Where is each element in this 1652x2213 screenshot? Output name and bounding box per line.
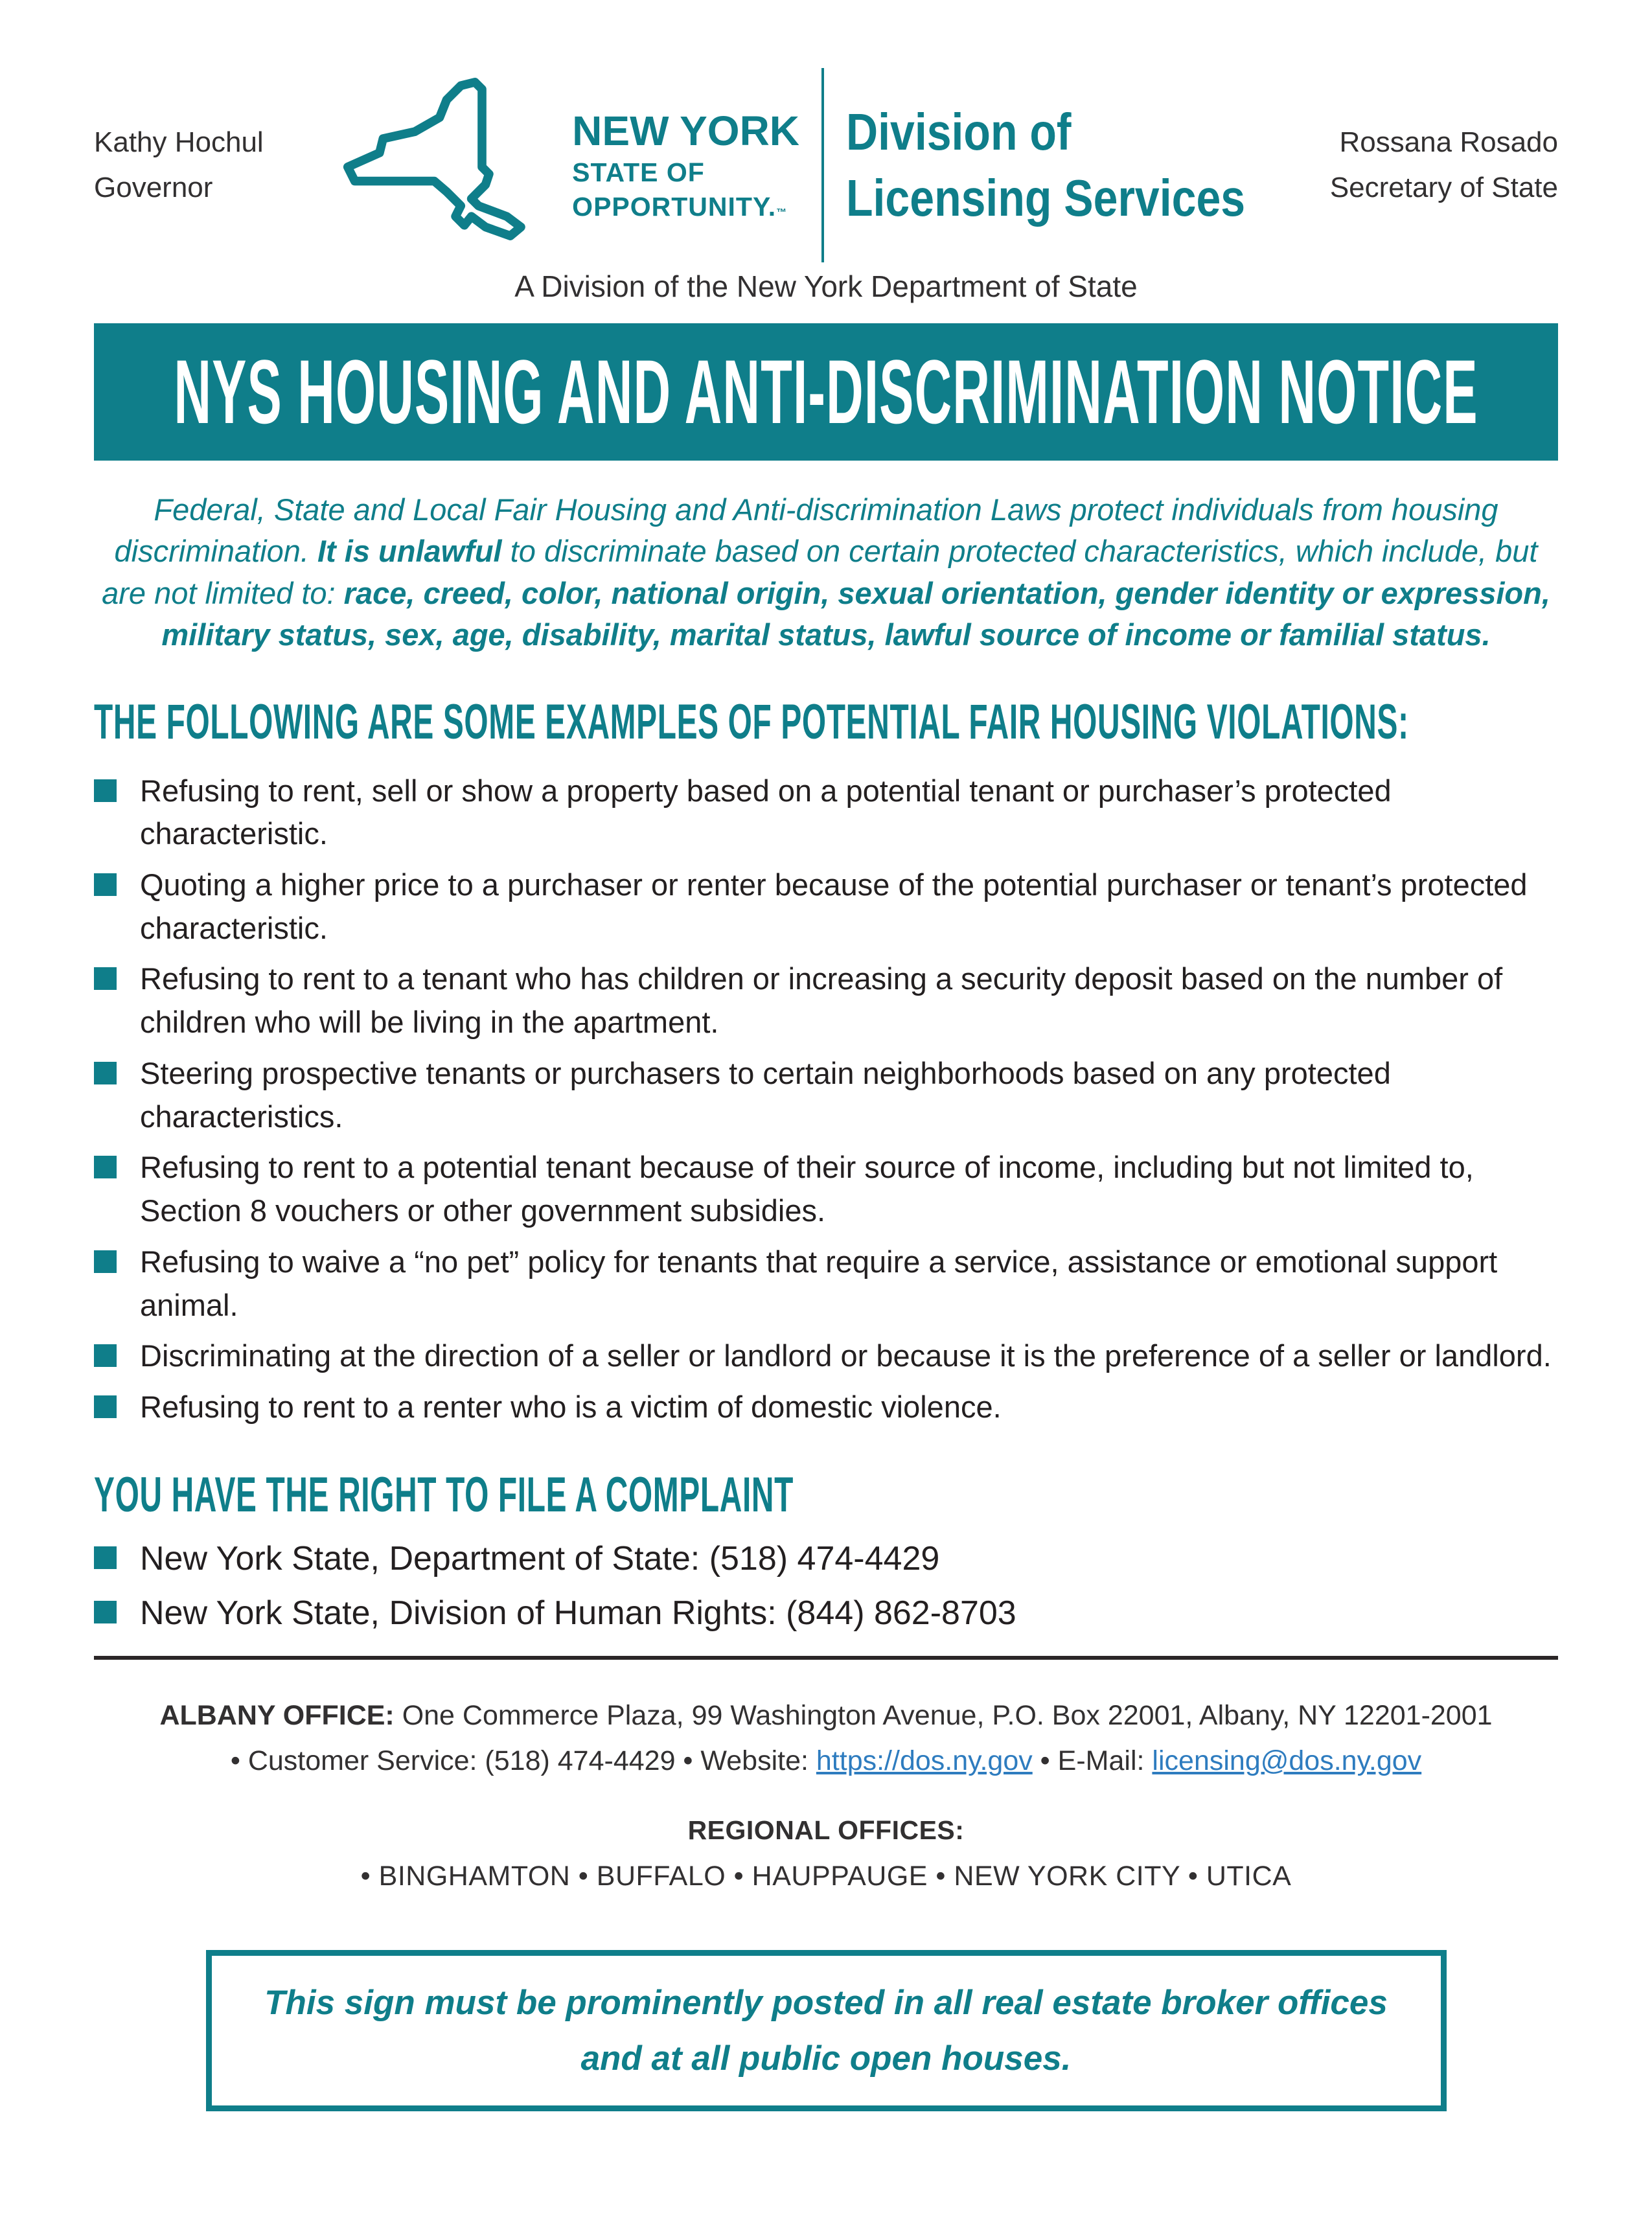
division-name-line1: Division of	[846, 102, 1072, 161]
complaint-item	[94, 1540, 1558, 1579]
violation-item-text: Refusing to rent to a renter who is a victim of domestic violence.	[140, 1390, 1002, 1425]
bullet-square-icon	[94, 1601, 117, 1623]
ny-state-map-icon	[336, 68, 550, 262]
email-link[interactable]: licensing@dos.ny.gov	[1152, 1745, 1422, 1777]
violation-item-text: Refusing to rent to a tenant who has children or increasing a security deposit based on the number of children who will be living in the apartment.	[140, 961, 1503, 1040]
bullet-square-icon	[94, 967, 117, 990]
governor-block	[94, 120, 336, 211]
divider-rule	[94, 1656, 1558, 1660]
albany-office-line	[94, 1693, 1558, 1739]
intro-part2: to discriminate based on certain protected characteristics, which include, but are not limited to:	[102, 534, 1538, 610]
footer	[94, 1693, 1558, 1899]
regional-offices-heading: REGIONAL OFFICES:	[687, 1815, 965, 1845]
letterhead	[94, 68, 1558, 262]
bullet-square-icon	[94, 1062, 117, 1084]
bullet-square-icon	[94, 1250, 117, 1273]
violation-item	[94, 770, 1558, 856]
notice-banner	[94, 323, 1558, 461]
regional-offices-list: • BINGHAMTON • BUFFALO • HAUPPAUGE • NEW YORK CITY • UTICA	[360, 1861, 1292, 1892]
intro-bold1: It is unlawful	[317, 534, 502, 569]
website-link[interactable]: https://dos.ny.gov	[816, 1745, 1033, 1777]
violation-item	[94, 957, 1558, 1044]
logo-wordmark-line1: NEW YORK	[572, 108, 800, 154]
customer-service-line	[94, 1739, 1558, 1784]
bullet-square-icon	[94, 1156, 117, 1178]
intro-part1: Federal, State and Local Fair Housing and Anti-discrimination Laws protect individuals from housing discrimination.	[114, 492, 1498, 569]
notice-title: NYS HOUSING AND ANTI-DISCRIMINATION NOTICE	[174, 341, 1478, 442]
email-label: • E-Mail:	[1032, 1745, 1153, 1777]
governor-title: Governor	[94, 172, 213, 203]
violation-item-text: Refusing to rent, sell or show a property based on a potential tenant or purchaser’s protected characteristic.	[140, 773, 1392, 851]
document-page	[0, 68, 1652, 2111]
violation-item	[94, 1146, 1558, 1232]
complaint-item-text: New York State, Department of State: (518) 474-4429	[140, 1539, 940, 1577]
secretary-title: Secretary of State	[1329, 172, 1558, 203]
division-name	[846, 99, 1316, 232]
logo-divider	[821, 68, 824, 262]
complaint-heading: YOU HAVE THE RIGHT TO FILE A COMPLAINT	[94, 1467, 794, 1522]
posting-notice-line2: and at all public open houses.	[580, 2039, 1072, 2078]
bullet-square-icon	[94, 873, 117, 896]
violation-item-text: Refusing to waive a “no pet” policy for tenants that require a service, assistance or emotional support animal.	[140, 1244, 1498, 1322]
customer-service-text: • Customer Service: (518) 474-4429 • Website:	[230, 1745, 816, 1777]
violation-item	[94, 864, 1558, 950]
complaint-list	[94, 1540, 1558, 1633]
violation-item	[94, 1052, 1558, 1138]
intro-paragraph	[94, 489, 1558, 656]
secretary-block	[1316, 120, 1558, 211]
violation-item-text: Refusing to rent to a potential tenant because of their source of income, including but not limited to, Section 8 vouchers or other government subsidies.	[140, 1150, 1474, 1228]
bullet-square-icon	[94, 1344, 117, 1367]
logo-wordmark	[572, 110, 799, 220]
violation-item-text: Steering prospective tenants or purchasers to certain neighborhoods based on any protected characteristics.	[140, 1055, 1391, 1134]
violation-item-text: Quoting a higher price to a purchaser or renter because of the potential purchaser or tenant’s protected characteristic.	[140, 867, 1528, 945]
posting-notice-line1: This sign must be prominently posted in all real estate broker offices	[264, 1983, 1388, 2022]
violation-item	[94, 1335, 1558, 1378]
violations-list	[94, 770, 1558, 1429]
bullet-square-icon	[94, 779, 117, 802]
logo-wordmark-line3: OPPORTUNITY.™	[572, 192, 788, 222]
albany-office-label: ALBANY OFFICE:	[159, 1700, 395, 1732]
secretary-name: Rossana Rosado	[1339, 126, 1558, 158]
bullet-square-icon	[94, 1546, 117, 1569]
violation-item	[94, 1241, 1558, 1327]
posting-notice-box	[206, 1950, 1447, 2112]
violation-item-text: Discriminating at the direction of a seller or landlord or because it is the preference of a seller or landlord.	[140, 1338, 1552, 1373]
agency-logo	[336, 68, 1316, 262]
governor-name: Kathy Hochul	[94, 126, 264, 158]
header-tagline: A Division of the New York Department of State	[514, 269, 1138, 303]
violation-item	[94, 1386, 1558, 1429]
logo-wordmark-line2: STATE OF	[572, 157, 705, 187]
trademark-symbol: ™	[776, 207, 788, 218]
intro-bold2: race, creed, color, national origin, sexual orientation, gender identity or expression, military status, sex, age, disability, marital status, lawful source of income or familial status.	[161, 575, 1550, 652]
complaint-item	[94, 1594, 1558, 1633]
albany-office-address: One Commerce Plaza, 99 Washington Avenue, P.O. Box 22001, Albany, NY 12201-2001	[394, 1700, 1493, 1732]
violations-heading: THE FOLLOWING ARE SOME EXAMPLES OF POTENTIAL FAIR HOUSING VIOLATIONS:	[94, 694, 1409, 750]
complaint-item-text: New York State, Division of Human Rights: (844) 862-8703	[140, 1594, 1016, 1632]
division-name-line2: Licensing Services	[846, 169, 1246, 227]
bullet-square-icon	[94, 1395, 117, 1418]
